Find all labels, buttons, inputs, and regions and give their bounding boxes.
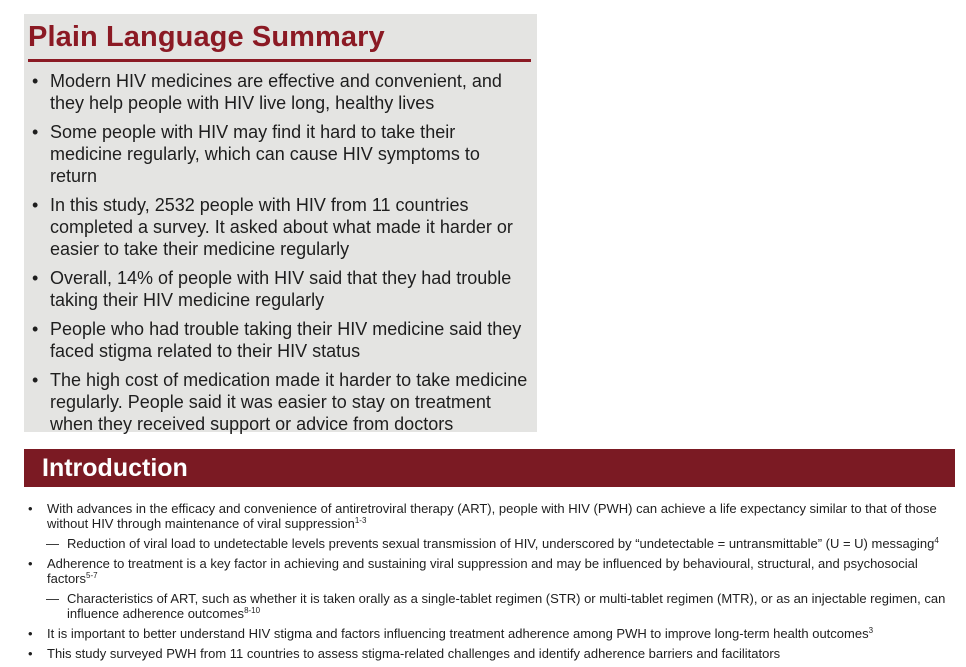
summary-item bbox=[28, 369, 531, 435]
summary-item bbox=[28, 70, 531, 114]
summary-item bbox=[28, 121, 531, 187]
introduction-banner bbox=[24, 449, 955, 487]
dash-icon: — bbox=[46, 591, 59, 606]
summary-item bbox=[28, 267, 531, 311]
reference-superscript: 5-7 bbox=[86, 571, 98, 580]
summary-item-text: Some people with HIV may find it hard to take their medicine regularly, which can cause HIV symptoms to return bbox=[50, 122, 480, 186]
intro-bullet bbox=[26, 626, 956, 641]
intro-bullet bbox=[26, 501, 956, 531]
bullet-icon: • bbox=[28, 556, 33, 571]
summary-item bbox=[28, 194, 531, 260]
plain-language-summary-panel bbox=[24, 14, 537, 432]
bullet-icon: • bbox=[32, 268, 39, 288]
bullet-icon: • bbox=[32, 122, 39, 142]
bullet-icon: • bbox=[32, 71, 39, 91]
reference-superscript: 3 bbox=[868, 626, 874, 635]
summary-item-text: Modern HIV medicines are effective and convenient, and they help people with HIV live long, healthy lives bbox=[50, 71, 502, 113]
plain-language-summary-list bbox=[28, 70, 531, 435]
summary-item-text: People who had trouble taking their HIV medicine said they faced stigma related to their HIV status bbox=[50, 319, 522, 361]
intro-bullet-text: With advances in the efficacy and convenience of antiretroviral therapy (ART), people with HIV (PWH) can achieve a life expectancy similar to that of those without HIV through maintenance of viral suppression bbox=[47, 501, 937, 531]
intro-bullet bbox=[26, 646, 956, 661]
intro-sub-bullet bbox=[26, 536, 956, 551]
plain-language-summary-title: Plain Language Summary bbox=[28, 21, 385, 53]
bullet-icon: • bbox=[28, 501, 33, 516]
bullet-icon: • bbox=[28, 646, 33, 661]
intro-bullet bbox=[26, 556, 956, 586]
intro-sub-bullet bbox=[26, 591, 956, 621]
intro-bullet-text: This study surveyed PWH from 11 countries to assess stigma-related challenges and identify adherence barriers and facilitators bbox=[47, 646, 781, 661]
summary-item-text: Overall, 14% of people with HIV said that they had trouble taking their HIV medicine regularly bbox=[50, 268, 512, 310]
bullet-icon: • bbox=[32, 195, 39, 215]
reference-superscript: 8-10 bbox=[244, 606, 261, 615]
intro-sub-bullet-text: Characteristics of ART, such as whether it is taken orally as a single-tablet regimen (STR) or multi-tablet regimen (MTR), or as an injectable regimen, can influence adherence outcomes bbox=[67, 591, 946, 621]
title-divider bbox=[28, 59, 531, 62]
summary-item-text: In this study, 2532 people with HIV from 11 countries completed a survey. It asked about what made it harder or easier to take their medicine regularly bbox=[50, 195, 513, 259]
intro-bullet-text: Adherence to treatment is a key factor in achieving and sustaining viral suppression and may be influenced by behavioural, structural, and psychosocial factors bbox=[47, 556, 918, 586]
reference-superscript: 1-3 bbox=[354, 516, 367, 525]
dash-icon: — bbox=[46, 536, 59, 551]
introduction-list bbox=[26, 501, 956, 666]
summary-item-text: The high cost of medication made it harder to take medicine regularly. People said it was easier to stay on treatment when they received support or advice from doctors bbox=[50, 370, 528, 434]
reference-superscript: 4 bbox=[934, 536, 939, 545]
introduction-title: Introduction bbox=[42, 454, 188, 482]
bullet-icon: • bbox=[32, 370, 39, 390]
bullet-icon: • bbox=[32, 319, 39, 339]
summary-item bbox=[28, 318, 531, 362]
intro-sub-bullet-text: Reduction of viral load to undetectable levels prevents sexual transmission of HIV, underscored by “undetectable = untransmittable” (U = U) messaging bbox=[67, 536, 935, 551]
bullet-icon: • bbox=[28, 626, 33, 641]
intro-bullet-text: It is important to better understand HIV stigma and factors influencing treatment adherence among PWH to improve long-term health outcomes bbox=[47, 626, 869, 641]
